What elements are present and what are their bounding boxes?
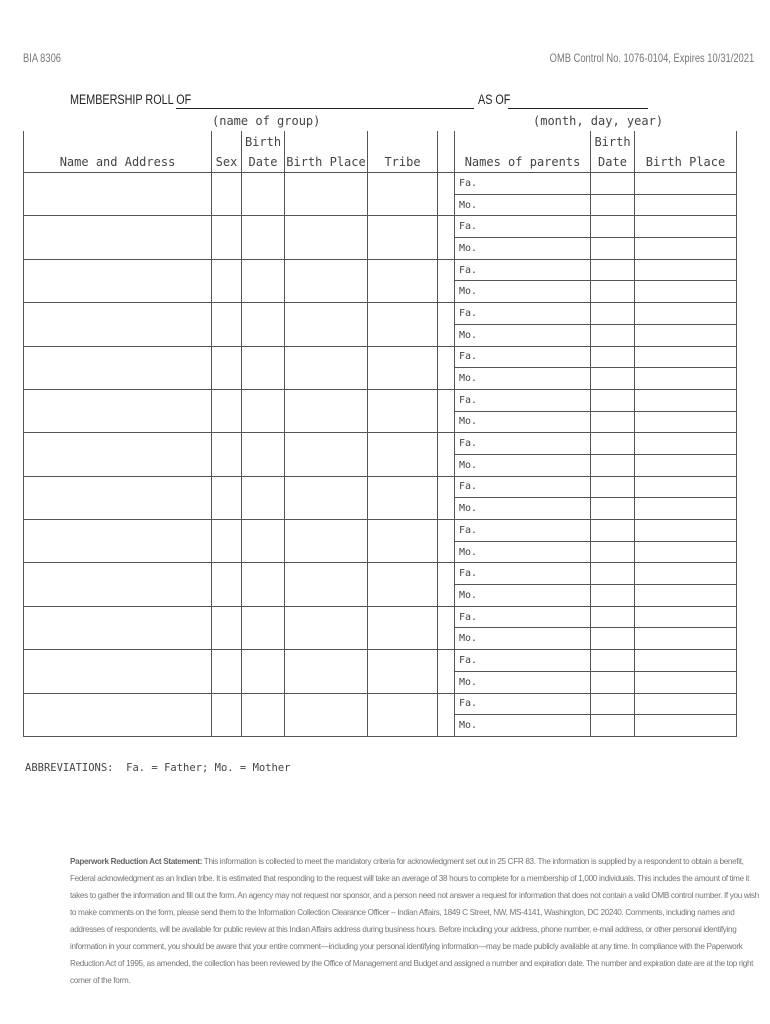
table-row-father (24, 476, 737, 498)
mother-birth-date-field[interactable] (591, 628, 635, 650)
father-birth-date-field[interactable] (591, 606, 635, 628)
father-birth-date-field[interactable] (591, 433, 635, 455)
mother-birth-place-field[interactable] (635, 498, 737, 520)
as-of-label: AS OF (478, 92, 511, 107)
father-name-field[interactable]: Fa. (455, 173, 591, 195)
table-row-father (24, 563, 737, 585)
name-address-field[interactable] (24, 346, 212, 389)
father-name-field[interactable]: Fa. (455, 216, 591, 238)
birth-place-field[interactable] (285, 520, 368, 563)
sex-field[interactable] (212, 606, 242, 649)
birth-place-field[interactable] (285, 173, 368, 216)
mother-birth-date-field[interactable] (591, 585, 635, 607)
name-address-field[interactable] (24, 216, 212, 259)
table-row-father (24, 693, 737, 715)
father-birth-place-field[interactable] (635, 216, 737, 238)
tribe-field[interactable] (368, 346, 438, 389)
mother-birth-date-field[interactable] (591, 281, 635, 303)
header-spacer (438, 131, 455, 173)
tribe-field[interactable] (368, 259, 438, 302)
mother-name-field[interactable]: Mo. (455, 238, 591, 260)
header-parent-birth-date-bottom: Date (598, 155, 627, 169)
birth-place-field[interactable] (285, 259, 368, 302)
header-names-of-parents: Names of parents (455, 131, 591, 173)
father-birth-date-field[interactable] (591, 346, 635, 368)
name-address-field[interactable] (24, 693, 212, 736)
table-row-father (24, 173, 737, 195)
header-sex: Sex (212, 131, 242, 173)
father-birth-place-field[interactable] (635, 259, 737, 281)
father-birth-date-field[interactable] (591, 650, 635, 672)
sex-field[interactable] (212, 476, 242, 519)
spacer-cell (438, 650, 455, 693)
birth-place-field[interactable] (285, 346, 368, 389)
header-birth-date-bottom: Date (248, 155, 278, 169)
father-name-field[interactable]: Fa. (455, 346, 591, 368)
paperwork-body: This information is collected to meet the mandatory criteria for acknowledgment set out in 25 CFR 83. The information is supplied by a respondent to obtain a benefit, Federal acknowledgment as an Indian tribe. It is estimated that responding to the request will take an average of 38 hours to complete for a membership of 1,000 individuals. This includes the amount of time it takes to gather the information and fill out the form. An agency may not request nor sponsor, and a person need not answer a request for information that does not contain a valid OMB control number. If you wish to make comments on the form, please send them to the Information Collection Clearance Officer – Indian Affairs, 1849 C Street, NW, MS-4141, Washington, DC 20240. Comments, including names and addresses of respondents, will be available for public review at this Indian Affairs address during business hours. Before including your address, phone number, e-mail address, or other personal identifying information in your comment, you should be aware that your entire comment—including your personal identifying information—may be made publicly available at any time. In compliance with the Paperwork Reduction Act of 1995, as amended, the collection has been reviewed by the Office of Management and Budget and assigned a number and expiration date. The number and expiration date are at the top right corner of the form. (70, 857, 759, 985)
birth-place-field[interactable] (285, 303, 368, 346)
name-address-field[interactable] (24, 606, 212, 649)
spacer-cell (438, 433, 455, 476)
tribe-field[interactable] (368, 433, 438, 476)
spacer-cell (438, 520, 455, 563)
mother-name-field[interactable]: Mo. (455, 671, 591, 693)
father-birth-place-field[interactable] (635, 433, 737, 455)
father-birth-date-field[interactable] (591, 173, 635, 195)
group-name-field[interactable] (176, 108, 474, 109)
mother-birth-place-field[interactable] (635, 541, 737, 563)
sex-field[interactable] (212, 520, 242, 563)
father-name-field[interactable]: Fa. (455, 303, 591, 325)
paperwork-reduction-statement (70, 853, 760, 989)
table-row-father (24, 606, 737, 628)
membership-roll-title (70, 92, 750, 112)
header-parent-birth-place: Birth Place (635, 131, 737, 173)
birth-date-field[interactable] (242, 520, 285, 563)
mother-birth-date-field[interactable] (591, 715, 635, 737)
father-name-field[interactable]: Fa. (455, 693, 591, 715)
mother-birth-date-field[interactable] (591, 324, 635, 346)
name-address-field[interactable] (24, 259, 212, 302)
mother-name-field[interactable]: Mo. (455, 454, 591, 476)
father-name-field[interactable]: Fa. (455, 563, 591, 585)
tribe-field[interactable] (368, 650, 438, 693)
birth-date-field[interactable] (242, 693, 285, 736)
mother-birth-place-field[interactable] (635, 238, 737, 260)
mother-name-field[interactable]: Mo. (455, 281, 591, 303)
sex-field[interactable] (212, 346, 242, 389)
birth-date-field[interactable] (242, 433, 285, 476)
tribe-field[interactable] (368, 693, 438, 736)
mother-name-field[interactable]: Mo. (455, 715, 591, 737)
tribe-field[interactable] (368, 563, 438, 606)
birth-date-field[interactable] (242, 606, 285, 649)
father-birth-date-field[interactable] (591, 520, 635, 542)
mother-birth-date-field[interactable] (591, 541, 635, 563)
sex-field[interactable] (212, 259, 242, 302)
name-address-field[interactable] (24, 563, 212, 606)
father-name-field[interactable]: Fa. (455, 606, 591, 628)
father-birth-place-field[interactable] (635, 693, 737, 715)
father-name-field[interactable]: Fa. (455, 520, 591, 542)
mother-birth-place-field[interactable] (635, 671, 737, 693)
spacer-cell (438, 389, 455, 432)
father-name-field[interactable]: Fa. (455, 433, 591, 455)
sex-field[interactable] (212, 563, 242, 606)
father-birth-place-field[interactable] (635, 303, 737, 325)
table-header-row (24, 131, 737, 173)
father-birth-place-field[interactable] (635, 606, 737, 628)
mother-birth-place-field[interactable] (635, 281, 737, 303)
abbreviations-note: ABBREVIATIONS: Fa. = Father; Mo. = Mother (25, 762, 291, 774)
mother-birth-date-field[interactable] (591, 498, 635, 520)
birth-place-field[interactable] (285, 433, 368, 476)
birth-place-field[interactable] (285, 389, 368, 432)
birth-date-field[interactable] (242, 216, 285, 259)
sex-field[interactable] (212, 216, 242, 259)
table-row-father (24, 259, 737, 281)
mother-birth-date-field[interactable] (591, 454, 635, 476)
mother-name-field[interactable]: Mo. (455, 368, 591, 390)
tribe-field[interactable] (368, 389, 438, 432)
father-name-field[interactable]: Fa. (455, 259, 591, 281)
mother-birth-place-field[interactable] (635, 411, 737, 433)
mother-name-field[interactable]: Mo. (455, 585, 591, 607)
father-birth-place-field[interactable] (635, 173, 737, 195)
birth-date-field[interactable] (242, 389, 285, 432)
mother-birth-date-field[interactable] (591, 368, 635, 390)
tribe-field[interactable] (368, 476, 438, 519)
father-birth-place-field[interactable] (635, 346, 737, 368)
header-birth-place: Birth Place (285, 131, 368, 173)
father-birth-date-field[interactable] (591, 303, 635, 325)
birth-place-field[interactable] (285, 563, 368, 606)
mother-name-field[interactable]: Mo. (455, 411, 591, 433)
spacer-cell (438, 563, 455, 606)
father-birth-date-field[interactable] (591, 259, 635, 281)
table-row-father (24, 433, 737, 455)
mother-birth-place-field[interactable] (635, 194, 737, 216)
mother-birth-place-field[interactable] (635, 715, 737, 737)
name-address-field[interactable] (24, 389, 212, 432)
mother-birth-place-field[interactable] (635, 324, 737, 346)
birth-place-field[interactable] (285, 650, 368, 693)
table-row-father (24, 650, 737, 672)
birth-date-field[interactable] (242, 173, 285, 216)
as-of-date-field[interactable] (508, 108, 648, 109)
mother-name-field[interactable]: Mo. (455, 541, 591, 563)
membership-roll-table (23, 131, 737, 737)
spacer-cell (438, 216, 455, 259)
membership-roll-label: MEMBERSHIP ROLL OF (70, 92, 192, 107)
table-row-father (24, 216, 737, 238)
birth-place-field[interactable] (285, 693, 368, 736)
mother-birth-date-field[interactable] (591, 411, 635, 433)
spacer-cell (438, 476, 455, 519)
spacer-cell (438, 259, 455, 302)
mother-name-field[interactable]: Mo. (455, 324, 591, 346)
father-birth-date-field[interactable] (591, 693, 635, 715)
father-name-field[interactable]: Fa. (455, 650, 591, 672)
header-birth-date-top: Birth (244, 135, 282, 149)
spacer-cell (438, 693, 455, 736)
mother-birth-place-field[interactable] (635, 628, 737, 650)
group-name-hint: (name of group) (212, 114, 321, 128)
tribe-field[interactable] (368, 216, 438, 259)
sex-field[interactable] (212, 433, 242, 476)
form-number: BIA 8306 (23, 51, 62, 65)
sex-field[interactable] (212, 303, 242, 346)
spacer-cell (438, 303, 455, 346)
father-birth-place-field[interactable] (635, 520, 737, 542)
mother-birth-date-field[interactable] (591, 194, 635, 216)
date-hint: (month, day, year) (533, 114, 664, 128)
birth-date-field[interactable] (242, 476, 285, 519)
mother-name-field[interactable]: Mo. (455, 498, 591, 520)
mother-birth-place-field[interactable] (635, 454, 737, 476)
mother-birth-date-field[interactable] (591, 238, 635, 260)
father-birth-date-field[interactable] (591, 476, 635, 498)
table-row-father (24, 346, 737, 368)
father-birth-place-field[interactable] (635, 650, 737, 672)
tribe-field[interactable] (368, 303, 438, 346)
name-address-field[interactable] (24, 520, 212, 563)
table-row-father (24, 389, 737, 411)
tribe-field[interactable] (368, 173, 438, 216)
header-tribe: Tribe (368, 131, 438, 173)
name-address-field[interactable] (24, 650, 212, 693)
header-parent-birth-date-top: Birth (594, 135, 631, 149)
sex-field[interactable] (212, 650, 242, 693)
birth-date-field[interactable] (242, 346, 285, 389)
father-birth-date-field[interactable] (591, 389, 635, 411)
father-name-field[interactable]: Fa. (455, 389, 591, 411)
name-address-field[interactable] (24, 433, 212, 476)
spacer-cell (438, 606, 455, 649)
tribe-field[interactable] (368, 520, 438, 563)
omb-control-number: OMB Control No. 1076-0104, Expires 10/31/2021 (549, 51, 754, 65)
header-name-address: Name and Address (24, 131, 212, 173)
birth-date-field[interactable] (242, 259, 285, 302)
birth-place-field[interactable] (285, 476, 368, 519)
sex-field[interactable] (212, 173, 242, 216)
father-birth-place-field[interactable] (635, 389, 737, 411)
sex-field[interactable] (212, 693, 242, 736)
header-birth-date (242, 131, 285, 173)
birth-place-field[interactable] (285, 606, 368, 649)
father-name-field[interactable]: Fa. (455, 476, 591, 498)
table-row-father (24, 303, 737, 325)
father-birth-place-field[interactable] (635, 563, 737, 585)
name-address-field[interactable] (24, 303, 212, 346)
spacer-cell (438, 346, 455, 389)
mother-name-field[interactable]: Mo. (455, 194, 591, 216)
name-address-field[interactable] (24, 476, 212, 519)
mother-birth-date-field[interactable] (591, 671, 635, 693)
father-birth-place-field[interactable] (635, 476, 737, 498)
name-address-field[interactable] (24, 173, 212, 216)
mother-name-field[interactable]: Mo. (455, 628, 591, 650)
mother-birth-place-field[interactable] (635, 585, 737, 607)
birth-date-field[interactable] (242, 563, 285, 606)
table-row-father (24, 520, 737, 542)
father-birth-date-field[interactable] (591, 216, 635, 238)
membership-roll-body (24, 173, 737, 737)
birth-date-field[interactable] (242, 650, 285, 693)
spacer-cell (438, 173, 455, 216)
tribe-field[interactable] (368, 606, 438, 649)
sex-field[interactable] (212, 389, 242, 432)
father-birth-date-field[interactable] (591, 563, 635, 585)
header-parent-birth-date (591, 131, 635, 173)
paperwork-heading: Paperwork Reduction Act Statement: (70, 857, 203, 866)
mother-birth-place-field[interactable] (635, 368, 737, 390)
birth-date-field[interactable] (242, 303, 285, 346)
birth-place-field[interactable] (285, 216, 368, 259)
